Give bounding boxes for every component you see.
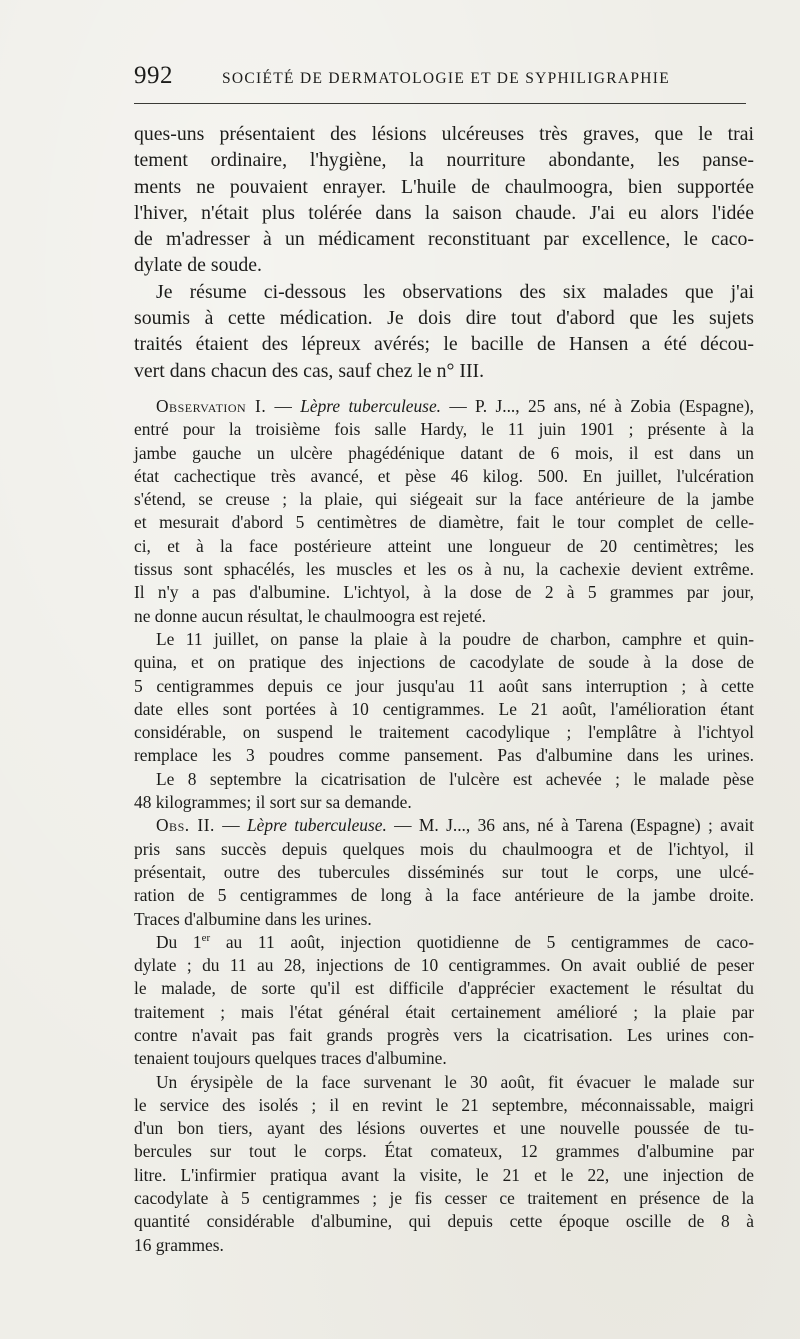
observation-heading: [134, 814, 754, 837]
text-line: de m'adresser à un médicament reconstituant par excellence, le caco-: [134, 228, 754, 251]
text-line: 48 kilogrammes; il sort sur sa demande.: [134, 792, 412, 813]
text-line: soumis à cette médication. Je dois dire tout d'abord que les sujets: [134, 307, 754, 330]
text-line: présentait, outre des tubercules disséminés sur tout le corps, une ulcé-: [134, 861, 754, 882]
text-line: le malade, de sorte qu'il est difficile d'apprécier exactement le résultat du: [134, 978, 754, 999]
text-line: Je résume ci-dessous les observations des six malades que j'ai: [156, 280, 754, 303]
text-line: litre. L'infirmier pratiqua avant la visite, le 21 et le 22, une injection de: [134, 1164, 754, 1185]
running-title: SOCIÉTÉ DE DERMATOLOGIE ET DE SYPHILIGRAPHIE: [222, 70, 670, 87]
dash: —: [214, 815, 247, 836]
text-line: 5 centigrammes depuis ce jour jusqu'au 11 août sans interruption ; à cette: [134, 675, 754, 696]
text-line: 16 grammes.: [134, 1234, 224, 1255]
text-line: tement ordinaire, l'hygiène, la nourriture abondante, les panse-: [134, 149, 754, 172]
text-line: et mesurait d'abord 5 centimètres de diamètre, fait le tour complet de celle-: [134, 512, 754, 533]
observation-label: Observation I.: [156, 395, 267, 416]
text-line: d'un bon tiers, ayant des lésions ouvertes et une nouvelle poussée de tu-: [134, 1118, 754, 1139]
text-line: Le 11 juillet, on panse la plaie à la poudre de charbon, camphre et quin-: [156, 628, 754, 649]
text-line: date elles sont portées à 10 centigrammes. Le 21 août, l'amélioration étant: [134, 698, 754, 719]
text-line: Traces d'albumine dans les urines.: [134, 908, 372, 929]
observation-label: Obs. II.: [156, 815, 215, 836]
text-line: ques-uns présentaient des lésions ulcéreuses très graves, que le trai: [134, 123, 754, 145]
text-line: traitement ; mais l'état général était certainement amélioré ; la plaie par: [134, 1001, 754, 1022]
text-line: pris sans succès depuis quelques mois du chaulmoogra et de l'ichtyol, il: [134, 838, 754, 859]
text-line: l'hiver, n'était plus tolérée dans la saison chaude. J'ai eu alors l'idée: [134, 201, 754, 224]
text-line: [134, 931, 754, 954]
text-line: quantité considérable d'albumine, qui depuis cette époque oscille de 8 à: [134, 1211, 754, 1232]
diagnosis-title: Lèpre tuberculeuse.: [300, 395, 442, 416]
text-line: Le 8 septembre la cicatrisation de l'ulcère est achevée ; le malade pèse: [156, 768, 754, 789]
text-line: Un érysipèle de la face survenant le 30 août, fit évacuer le malade sur: [156, 1071, 754, 1092]
intro-paragraph: [134, 121, 754, 279]
observation-heading: [134, 395, 754, 418]
observation-1: [134, 395, 754, 814]
text-line: considérable, on suspend le traitement cacodylique ; l'emplâtre à l'ichtyol: [134, 722, 754, 743]
superscript: er: [201, 932, 211, 944]
text-line: ne donne aucun résultat, le chaulmoogra est rejeté.: [134, 605, 487, 626]
text-line: bercules sur tout le corps. État comateux, 12 grammes d'albumine par: [134, 1141, 754, 1162]
text-line: ments ne pouvaient enrayer. L'huile de chaulmoogra, bien supportée: [134, 175, 754, 198]
running-head: [134, 62, 748, 94]
text-run: — P. J..., 25 ans, né à Zobia (Espagne),: [441, 395, 754, 416]
text-line: cacodylate à 5 centigrammes ; je fis cesser ce traitement en présence de la: [134, 1188, 754, 1209]
text-line: ration de 5 centigrammes de long à la face antérieure de la jambe droite.: [134, 885, 754, 906]
text-line: dylate de soude.: [134, 254, 262, 277]
body-text: [134, 121, 754, 1257]
text-run: Du 1: [156, 931, 202, 952]
text-line: ci, et à la face postérieure atteint une longueur de 20 centimètres; les: [134, 535, 754, 556]
spacer: [134, 384, 754, 395]
text-line: entré pour la troisième fois salle Hardy, le 11 juin 1901 ; présente à la: [134, 419, 754, 440]
text-line: le service des isolés ; il en revint le 21 septembre, méconnaissable, maigri: [134, 1094, 754, 1115]
text-line: quina, et on pratique des injections de cacodylate de soude à la dose de: [134, 652, 754, 673]
text-line: contre n'avait pas fait grands progrès vers la cicatrisation. Les urines con-: [134, 1024, 754, 1045]
summary-paragraph: [134, 279, 754, 384]
diagnosis-title: Lèpre tuberculeuse.: [246, 815, 387, 836]
text-run: au 11 août, injection quotidienne de 5 centigrammes de caco-: [210, 931, 754, 952]
text-line: état cachectique très avancé, et pèse 46 kilog. 500. En juillet, l'ulcération: [134, 465, 754, 486]
text-line: Il n'y a pas d'albumine. L'ichtyol, à la dose de 2 à 5 grammes par jour,: [134, 582, 754, 603]
text-line: dylate ; du 11 au 28, injections de 10 centigrammes. On avait oublié de peser: [134, 955, 754, 976]
text-line: tenaient toujours quelques traces d'albumine.: [134, 1048, 447, 1069]
text-run: — M. J..., 36 ans, né à Tarena (Espagne) ; avait: [386, 815, 754, 836]
text-line: remplace les 3 poudres comme pansement. Pas d'albumine dans les urines.: [134, 745, 754, 766]
observation-2: [134, 814, 754, 1257]
header-rule: [134, 103, 746, 104]
text-line: jambe gauche un ulcère phagédénique datant de 6 mois, il est dans un: [134, 442, 754, 463]
text-line: s'étend, se creuse ; la plaie, qui siégeait sur la face antérieure de la jambe: [134, 489, 754, 510]
dash: —: [266, 395, 301, 416]
text-line: traités étaient des lépreux avérés; le bacille de Hansen a été décou-: [134, 333, 754, 356]
page-number: 992: [134, 62, 173, 89]
text-line: tissus sont sphacélés, les muscles et les os à nu, la cachexie devient extrême.: [134, 559, 754, 580]
text-line: vert dans chacun des cas, sauf chez le n° III.: [134, 359, 485, 382]
